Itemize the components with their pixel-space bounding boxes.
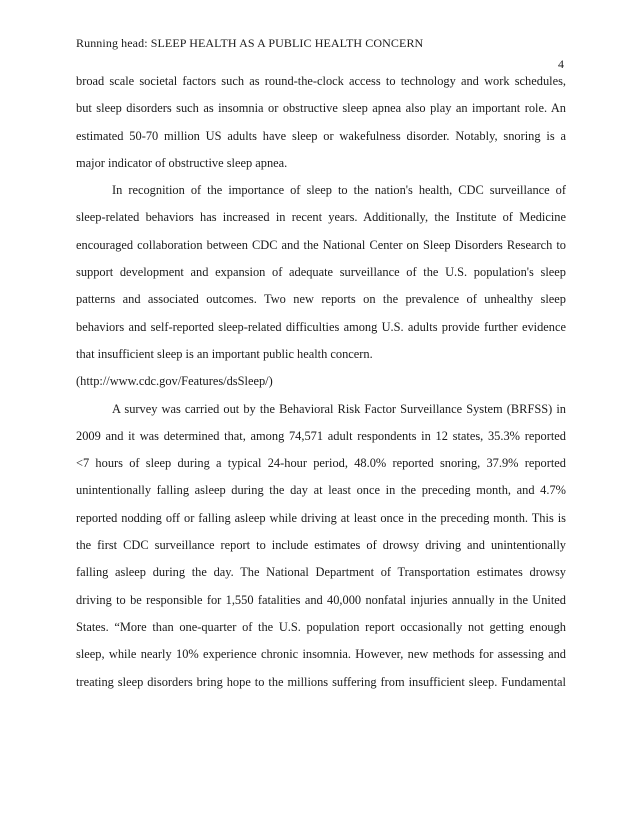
text-line: States. “More than one-quarter of the U.S. population report occasionally not getting enough: [76, 619, 566, 634]
page-number: 4: [558, 57, 564, 71]
text-line: behaviors and self-reported sleep-related difficulties among U.S. adults provide further evidence: [76, 319, 566, 334]
running-head: Running head: SLEEP HEALTH AS A PUBLIC HEALTH CONCERN: [76, 36, 424, 50]
text-line: sleep, while nearly 10% experience chronic insomnia. However, new methods for assessing and: [76, 647, 566, 662]
text-line: encouraged collaboration between CDC and the National Center on Sleep Disorders Research to: [76, 237, 566, 252]
text-line: driving to be responsible for 1,550 fatalities and 40,000 nonfatal injuries annually in the United: [76, 592, 566, 607]
paragraph-2: [76, 177, 566, 395]
text-line: In recognition of the importance of sleep to the nation's health, CDC surveillance of: [112, 183, 566, 198]
text-line: patterns and associated outcomes. Two new reports on the prevalence of unhealthy sleep: [76, 292, 566, 307]
text-line: that insufficient sleep is an important public health concern.: [76, 346, 373, 361]
text-line: the first CDC surveillance report to include estimates of drowsy driving and unintentionally: [76, 538, 566, 553]
text-line: A survey was carried out by the Behavioral Risk Factor Surveillance System (BRFSS) in: [112, 401, 566, 416]
text-line: falling asleep during the day. The National Department of Transportation estimates drowsy: [76, 565, 566, 580]
text-line: sleep-related behaviors has increased in recent years. Additionally, the Institute of Medicine: [76, 210, 566, 225]
text-line: reported nodding off or falling asleep while driving at least once in the preceding month. This is: [76, 510, 566, 525]
text-line: unintentionally falling asleep during the day at least once in the preceding month, and 4.7%: [76, 483, 566, 498]
body-text: [76, 68, 566, 696]
text-line: support development and expansion of adequate surveillance of the U.S. population's sleep: [76, 265, 566, 280]
text-line: major indicator of obstructive sleep apnea.: [76, 155, 288, 170]
paragraph-1: [76, 68, 566, 177]
citation-url: (http://www.cdc.gov/Features/dsSleep/): [76, 374, 273, 389]
text-line: broad scale societal factors such as round-the-clock access to technology and work schedules,: [76, 74, 566, 88]
text-line: but sleep disorders such as insomnia or obstructive sleep apnea also play an important role. An: [76, 101, 566, 116]
text-line: 2009 and it was determined that, among 74,571 adult respondents in 12 states, 35.3% reported: [76, 428, 566, 443]
text-line: treating sleep disorders bring hope to the millions suffering from insufficient sleep. Fundamental: [76, 674, 566, 689]
paragraph-3: [76, 396, 566, 696]
text-line: <7 hours of sleep during a typical 24-hour period, 48.0% reported snoring, 37.9% reported: [76, 456, 566, 471]
text-line: estimated 50-70 million US adults have sleep or wakefulness disorder. Notably, snoring is a: [76, 128, 566, 143]
